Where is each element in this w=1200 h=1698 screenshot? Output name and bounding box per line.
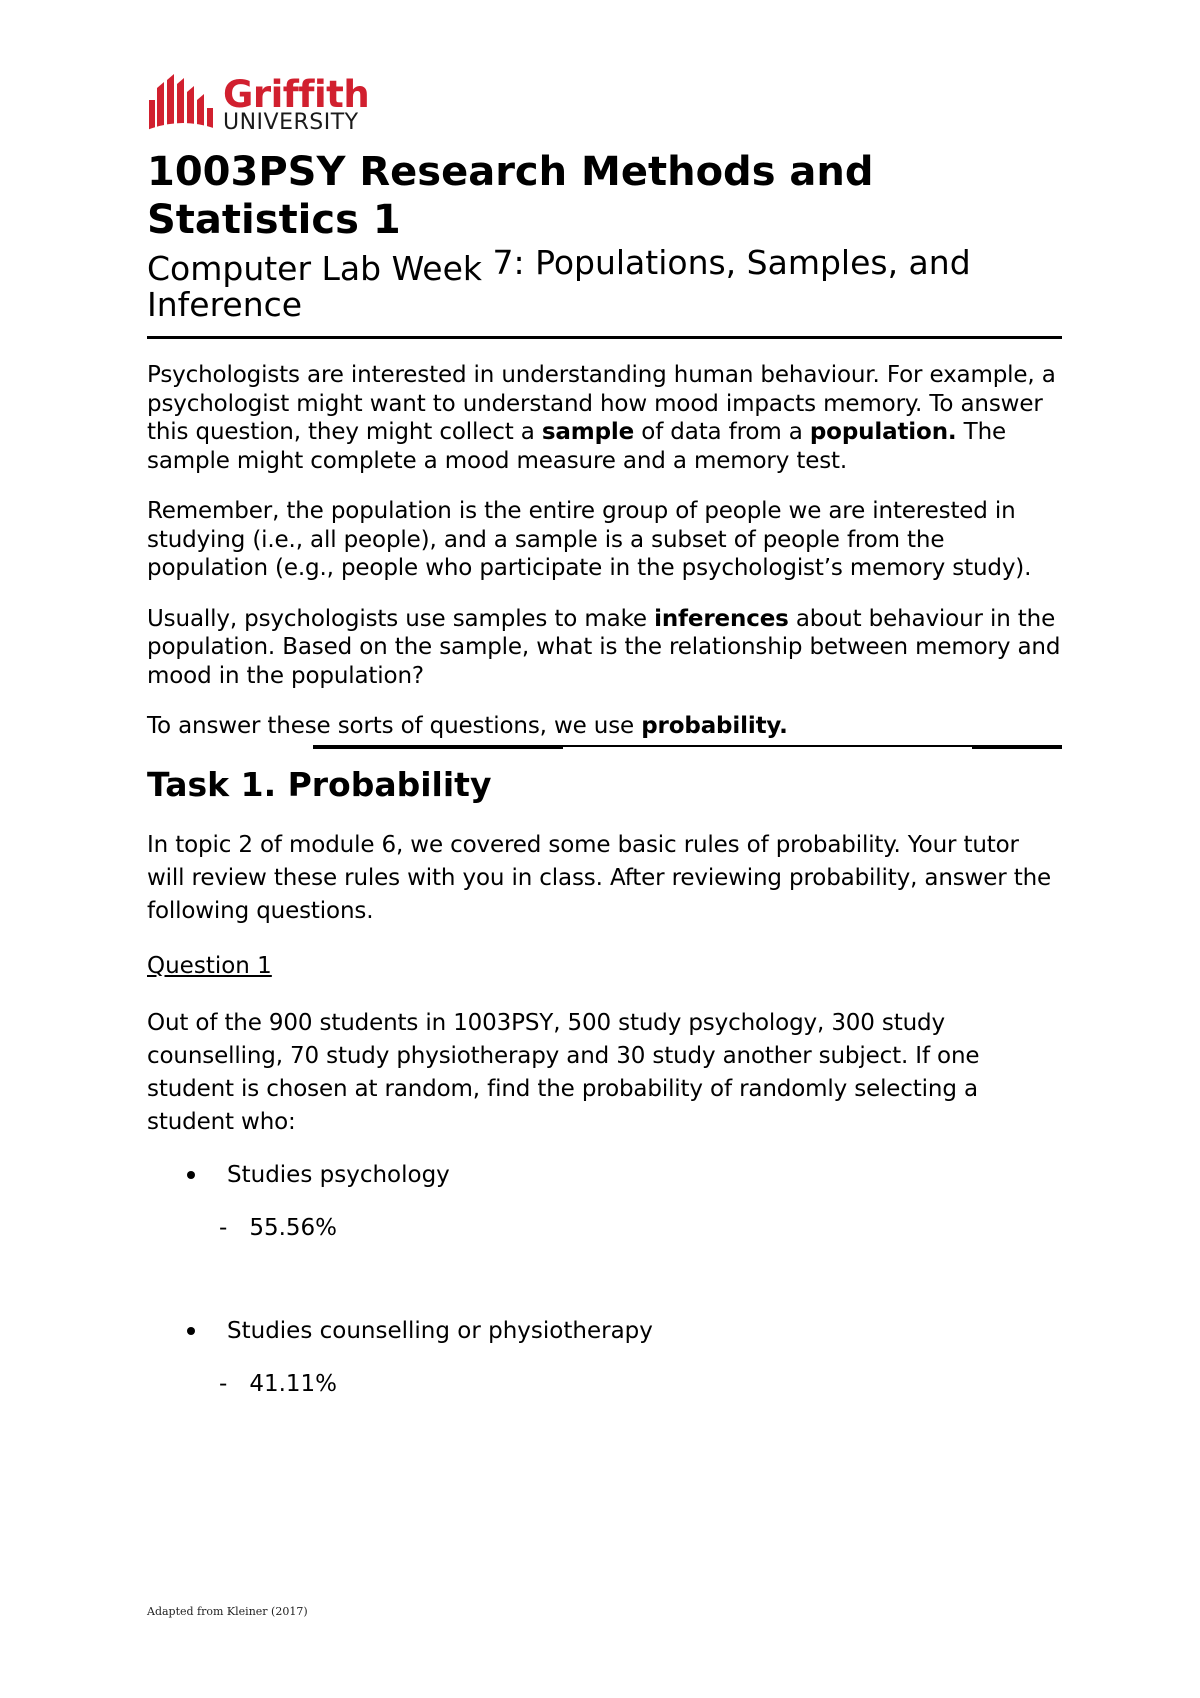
answer-row bbox=[147, 1368, 1062, 1401]
intro-paragraph-3 bbox=[147, 605, 1062, 691]
task-1-body: In topic 2 of module 6, we covered some basic rules of probability. Your tutor will review these rules with you in class. After reviewing probability, answer the following questions. bbox=[147, 831, 1052, 924]
answer-row bbox=[147, 1212, 1062, 1245]
lab-subtitle bbox=[147, 243, 1062, 332]
bullet-icon bbox=[187, 1327, 195, 1335]
intro-p1-text-2: of data from a bbox=[634, 419, 810, 445]
list-item bbox=[147, 1315, 1062, 1348]
list-item bbox=[147, 1159, 1062, 1192]
question-1-text: Out of the 900 students in 1003PSY, 500 study psychology, 300 study counselling, 70 study physiotherapy and 30 study another subject. If one student is chosen at random, find the probability of randomly selecting a student who: bbox=[147, 1009, 980, 1135]
subtitle-part-a: Computer Lab Week bbox=[147, 249, 482, 288]
item-label: Studies psychology bbox=[227, 1161, 450, 1188]
intro-p1-text-3: The sample might complete a mood measure and a memory test. bbox=[147, 419, 1007, 474]
intro-p1-text-1: Psychologists are interested in understanding human behaviour. For example, a psychologist might want to understand how mood impacts memory. To answer this question, they might collect a bbox=[147, 362, 1056, 445]
intro-p1-bold-sample: sample bbox=[541, 419, 635, 445]
griffith-logo bbox=[147, 68, 1062, 134]
dash-marker: - bbox=[219, 1214, 228, 1241]
section-rule bbox=[147, 743, 1062, 751]
intro-p4-text: To answer these sorts of questions, we use bbox=[147, 713, 642, 739]
intro-paragraph-2: Remember, the population is the entire group of people we are interested in studying (i.e., all people), and a sample is a subset of people from the population (e.g., people who participate in the psychologist’s memory study). bbox=[147, 498, 1032, 581]
intro-p4-bold-probability: probability. bbox=[641, 713, 788, 739]
griffith-emblem-icon bbox=[147, 74, 219, 134]
item-label: Studies counselling or physiotherapy bbox=[227, 1317, 653, 1344]
intro-paragraph-4 bbox=[147, 712, 1062, 741]
question-1-label: Question 1 bbox=[147, 952, 272, 979]
dash-marker: - bbox=[219, 1370, 228, 1397]
intro-p3-text-1: Usually, psychologists use samples to make bbox=[147, 605, 655, 632]
intro-p3-text-2: about behaviour in the population. Based on the sample, what is the relationship between memory and mood in the population? bbox=[147, 605, 1061, 689]
footer-citation: Adapted from Kleiner (2017) bbox=[147, 1605, 308, 1618]
logo-wordmark: Griffith bbox=[223, 73, 370, 116]
intro-p1-bold-population: population. bbox=[809, 419, 957, 445]
intro-p3-bold-inferences: inferences bbox=[654, 605, 789, 632]
logo-university: UNIVERSITY bbox=[223, 110, 359, 135]
document-page bbox=[147, 68, 1062, 1401]
item-answer: 55.56% bbox=[249, 1214, 338, 1241]
subtitle-part-b: 7: Populations, Samples, and Inference bbox=[147, 243, 971, 324]
course-title: 1003PSY Research Methods and Statistics 1 bbox=[147, 149, 874, 243]
task-1-heading: Task 1. Probability bbox=[147, 764, 492, 804]
intro-paragraph-1 bbox=[147, 361, 1062, 475]
bullet-icon bbox=[187, 1171, 195, 1179]
item-answer: 41.11% bbox=[249, 1370, 338, 1397]
title-rule bbox=[147, 336, 1062, 339]
